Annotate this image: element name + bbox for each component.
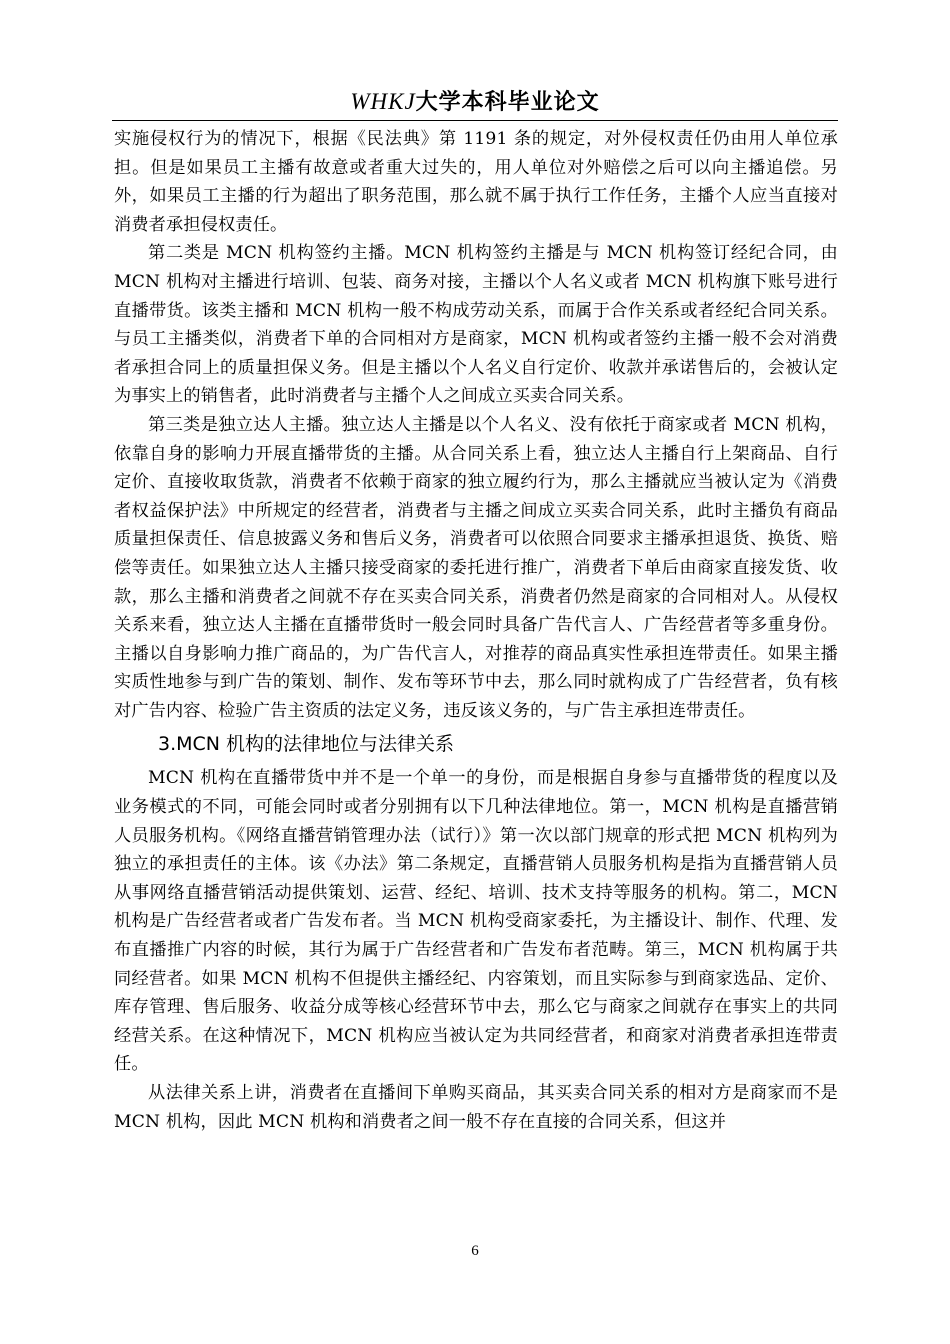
paragraph-continuation: 实施侵权行为的情况下，根据《民法典》第 1191 条的规定，对外侵权责任仍由用人单位承担。但是如果员工主播有故意或者重大过失的，用人单位对外赔偿之后可以向主播追偿。另外，如果员工主播的行为超出了职务范围，那么就不属于执行工作任务，主播个人应当直接对消费者承担侵权责任。 bbox=[114, 129, 838, 235]
paragraph-mcn-signed-streamer: 第二类是 MCN 机构签约主播。MCN 机构签约主播是与 MCN 机构签订经纪合同，由 MCN 机构对主播进行培训、包装、商务对接，主播以个人名义或者 MCN 机构旗下账号进行直播带货。该类主播和 MCN 机构一般不构成劳动关系，而属于合作关系或者经纪合同关系。与员工主播类似，消费者下单的合同相对方是商家，MCN 机构或者签约主播一般不会对消费者承担合同上的质量担保义务。但是主播以个人名义自行定价、收款并承诺售后的，会被认定为事实上的销售者，此时消费者与主播个人之间成立买卖合同关系。 bbox=[114, 243, 838, 407]
section-heading: 3.MCN 机构的法律地位与法律关系 bbox=[158, 733, 455, 756]
header-title-latin: WHKJ bbox=[350, 89, 416, 114]
header-title-cjk: 大学本科毕业论文 bbox=[415, 89, 600, 115]
page-header bbox=[112, 84, 838, 121]
document-body bbox=[114, 125, 838, 1136]
paragraph-mcn-legal-status: MCN 机构在直播带货中并不是一个单一的身份，而是根据自身参与直播带货的程度以及业务模式的不同，可能会同时或者分别拥有以下几种法律地位。第一，MCN 机构是直播营销人员服务机构。《网络直播营销管理办法（试行）》第一次以部门规章的形式把 MCN 机构列为独立的承担责任的主体。该《办法》第二条规定，直播营销人员服务机构是指为直播营销人员从事网络直播营销活动提供策划、运营、经纪、培训、技术支持等服务的机构。第二，MCN 机构是广告经营者或者广告发布者。当 MCN 机构受商家委托，为主播设计、制作、代理、发布直播推广内容的时候，其行为属于广告经营者和广告发布者范畴。第三，MCN 机构属于共同经营者。如果 MCN 机构不但提供主播经纪、内容策划，而且实际参与到商家选品、定价、库存管理、售后服务、收益分成等核心经营环节中去，那么它与商家之间就存在事实上的共同经营关系。在这种情况下，MCN 机构应当被认定为共同经营者，和商家对消费者承担连带责任。 bbox=[114, 768, 838, 1075]
paragraph-independent-streamer: 第三类是独立达人主播。独立达人主播是以个人名义、没有依托于商家或者 MCN 机构，依靠自身的影响力开展直播带货的主播。从合同关系上看，独立达人主播自行上架商品、自行定价、直接收取货款，消费者不依赖于商家的独立履约行为，那么主播就应当被认定为《消费者权益保护法》中所规定的经营者，消费者与主播之间成立买卖合同关系，此时主播负有商品质量担保责任、信息披露义务和售后义务，消费者可以依照合同要求主播承担退货、换货、赔偿等责任。如果独立达人主播只接受商家的委托进行推广，消费者下单后由商家直接发货、收款，那么主播和消费者之间就不存在买卖合同关系，消费者仍然是商家的合同相对人。从侵权关系来看，独立达人主播在直播带货时一般会同时具备广告代言人、广告经营者等多重身份。主播以自身影响力推广商品的，为广告代言人，对推荐的商品真实性承担连带责任。如果主播实质性地参与到广告的策划、制作、发布等环节中去，那么同时就构成了广告经营者，负有核对广告内容、检验广告主资质的法定义务，违反该义务的，与广告主承担连带责任。 bbox=[114, 414, 838, 721]
page-number: 6 bbox=[471, 1243, 479, 1259]
thesis-header-title bbox=[350, 84, 599, 120]
paragraph-legal-relationship: 从法律关系上讲，消费者在直播间下单购买商品，其买卖合同关系的相对方是商家而不是 MCN 机构，因此 MCN 机构和消费者之间一般不存在直接的合同关系，但这并 bbox=[114, 1083, 838, 1132]
